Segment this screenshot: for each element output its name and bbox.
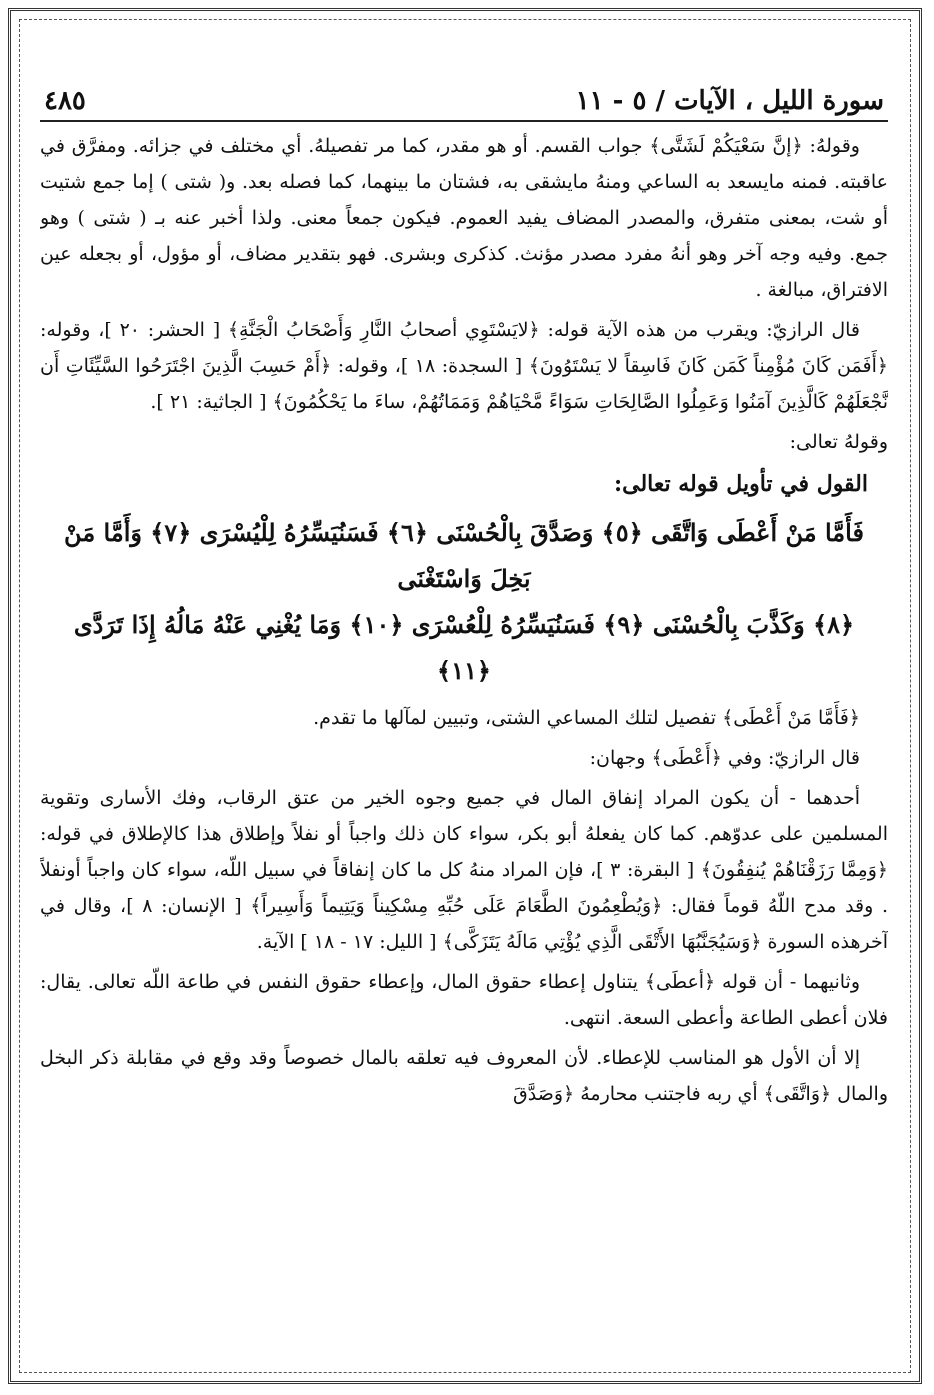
quran-verses [40,510,888,694]
paragraph: وقولهُ: ﴿إنَّ سَعْيَكُمْ لَشَتَّى﴾ جواب القسم. أو هو مقدر، كما مر تفصيلهُ. أي مختلف في جزائه. ومفرَّق في عاقبته. فمنه مايسعد به الساعي ومنهُ مايشقى به، فشتان ما بينهما، كما فصله بعد. و( شتى ) إما جمع شتيت أو شت، بمعنى متفرق، والمصدر المضاف يفيد العموم. فيكون جمعاً معنى. ولذا أخبر عنه بـ ( شتى ) وهو جمع. وفيه وجه آخر وهو أنهُ مفرد مصدر مؤنث. كذكرى وبشرى. فهو بتقدير مضاف، أو مؤول، أو بجعله عين الافتراق، مبالغة . [40,135,888,301]
verse-line: ﴿٨﴾ وَكَذَّبَ بِالْحُسْنَى ﴿٩﴾ فَسَنُيَسِّرُهُ لِلْعُسْرَى ﴿١٠﴾ وَمَا يُغْنِي عَنْهُ مَالُهُ إِذَا تَرَدَّى ﴿١١﴾ [73,610,855,685]
paragraph: إلا أن الأول هو المناسب للإعطاء. لأن المعروف فيه تعلقه بالمال خصوصاً وقد وقع في مقابلة ذكر البخل والمال ﴿وَاتَّقَى﴾ أي ربه فاجتنب محارمهُ ﴿وَصَدَّقَ [40,1047,888,1105]
surah-title: سورة الليل ، الآيات / ٥ - ١١ [575,86,884,116]
book-page [40,64,888,1364]
commentary-text [40,122,888,1112]
page-header [40,64,888,122]
paragraph: قال الرازيّ: وفي ﴿أَعْطَى﴾ وجهان: [589,747,860,769]
paragraph: أحدهما - أن يكون المراد إنفاق المال في جميع وجوه الخير من عتق الرقاب، وفك الأسارى وتقوية المسلمين على عدوّهم. كما كان يفعلهُ أبو بكر، سواء كان ذلك واجباً أو نفلاً وإطلاق هذا كالإطلاق في قوله: ﴿وَمِمَّا رَزَقْنَاهُمْ يُنفِقُونَ﴾ [ البقرة: ٣ ]، فإن المراد منهُ كل ما كان إنفاقاً في سبيل اللّه، سواء كان واجباً أونفلاً . وقد مدح اللّهُ قوماً فقال: ﴿وَيُطْعِمُونَ الطَّعَامَ عَلَى حُبِّهِ مِسْكِيناً وَيَتِيماً وَأَسِيراً﴾ [ الإنسان: ٨ ]، وقال في آخرهذه السورة ﴿وَسَيُجَنَّبُهَا الأَتْقَى الَّذِي يُؤْتِي مَالَهُ يَتَزَكَّى﴾ [ الليل: ١٧ - ١٨ ] الآية. [40,787,888,953]
section-heading: القول في تأويل قوله تعالى: [614,471,868,497]
paragraph: قال الرازيّ: ويقرب من هذه الآية قوله: ﴿لايَسْتَوِي أصحابُ النَّارِ وَأَصْحَابُ الْجَنَّةِ﴾ [ الحشر: ٢٠ ]، وقوله: ﴿أَفَمَن كَانَ مُؤْمِناً كَمَن كَانَ فَاسِقاً لا يَسْتَوُونَ﴾ [ السجدة: ١٨ ]، وقوله: ﴿أَمْ حَسِبَ الَّذِينَ اجْتَرَحُوا السَّيِّئَاتِ أَن نَّجْعَلَهُمْ كَالَّذِينَ آمَنُوا وَعَمِلُوا الصَّالِحَاتِ سَوَاءً مَّحْيَاهُمْ وَمَمَاتُهُمْ، ساءَ ما يَحْكُمُونَ﴾ [ الجاثية: ٢١ ]. [40,319,888,413]
paragraph: وثانيهما - أن قوله ﴿أعطَى﴾ يتناول إعطاء حقوق المال، وإعطاء حقوق النفس في طاعة اللّه تعالى. يقال: فلان أعطى الطاعة وأعطى السعة. انتهى. [40,971,888,1029]
page-number: ٤٨٥ [44,86,86,116]
paragraph: ﴿فَأَمَّا مَنْ أَعْطَى﴾ تفصيل لتلك المساعي الشتى، وتبيين لمآلها ما تقدم. [313,707,860,729]
lead-in: وقولهُ تعالى: [789,431,888,453]
verse-line: فَأَمَّا مَنْ أَعْطَى وَاتَّقَى ﴿٥﴾ وَصَدَّقَ بِالْحُسْنَى ﴿٦﴾ فَسَنُيَسِّرُهُ لِلْيُسْرَى ﴿٧﴾ وَأَمَّا مَنْ بَخِلَ وَاسْتَغْنَى [64,518,864,593]
